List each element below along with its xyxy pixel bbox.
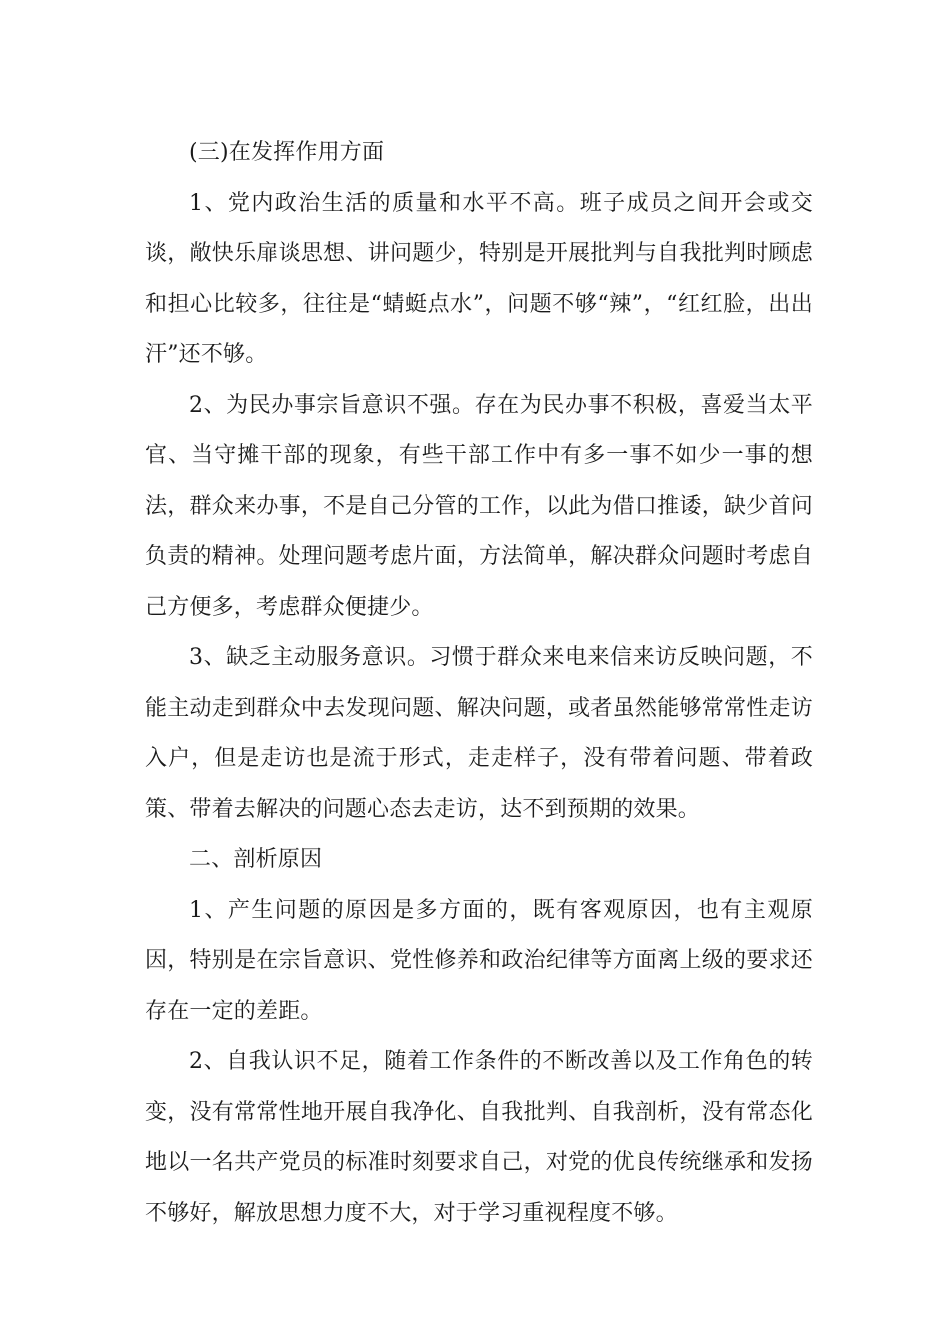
- section-heading-role: (三)在发挥作用方面: [189, 140, 385, 165]
- section-heading-causes: 二、剖析原因: [189, 847, 323, 872]
- paragraph-causes-general: 1、产生问题的原因是多方面的，既有客观原因，也有主观原因，特别是在宗旨意识、党性修养和政治纪律等方面离上级的要求还存在一定的差距。: [145, 897, 813, 1024]
- paragraph-political-life: 1、党内政治生活的质量和水平不高。班子成员之间开会或交谈，敞快乐扉谈思想、讲问题少，特别是开展批判与自我批判时顾虑和担心比较多，往往是“蜻蜓点水”，问题不够“辣”，“红红脸，出出汗”还不够。: [145, 190, 813, 367]
- paragraph-self-awareness: 2、自我认识不足，随着工作条件的不断改善以及工作角色的转变，没有常常性地开展自我净化、自我批判、自我剖析，没有常态化地以一名共产党员的标准时刻要求自己，对党的优良传统继承和发扬不够好，解放思想力度不大，对于学习重视程度不够。: [145, 1049, 813, 1226]
- paragraph-proactive-service: 3、缺乏主动服务意识。习惯于群众来电来信来访反映问题，不能主动走到群众中去发现问题、解决问题，或者虽然能够常常性走访入户，但是走访也是流于形式，走走样子，没有带着问题、带着政策、带着去解决的问题心态去走访，达不到预期的效果。: [145, 645, 813, 822]
- paragraph-service-awareness: 2、为民办事宗旨意识不强。存在为民办事不积极，喜爱当太平官、当守摊干部的现象，有些干部工作中有多一事不如少一事的想法，群众来办事，不是自己分管的工作，以此为借口推诿，缺少首问负责的精神。处理问题考虑片面，方法简单，解决群众问题时考虑自己方便多，考虑群众便捷少。: [145, 392, 813, 620]
- document-body: [145, 128, 813, 1239]
